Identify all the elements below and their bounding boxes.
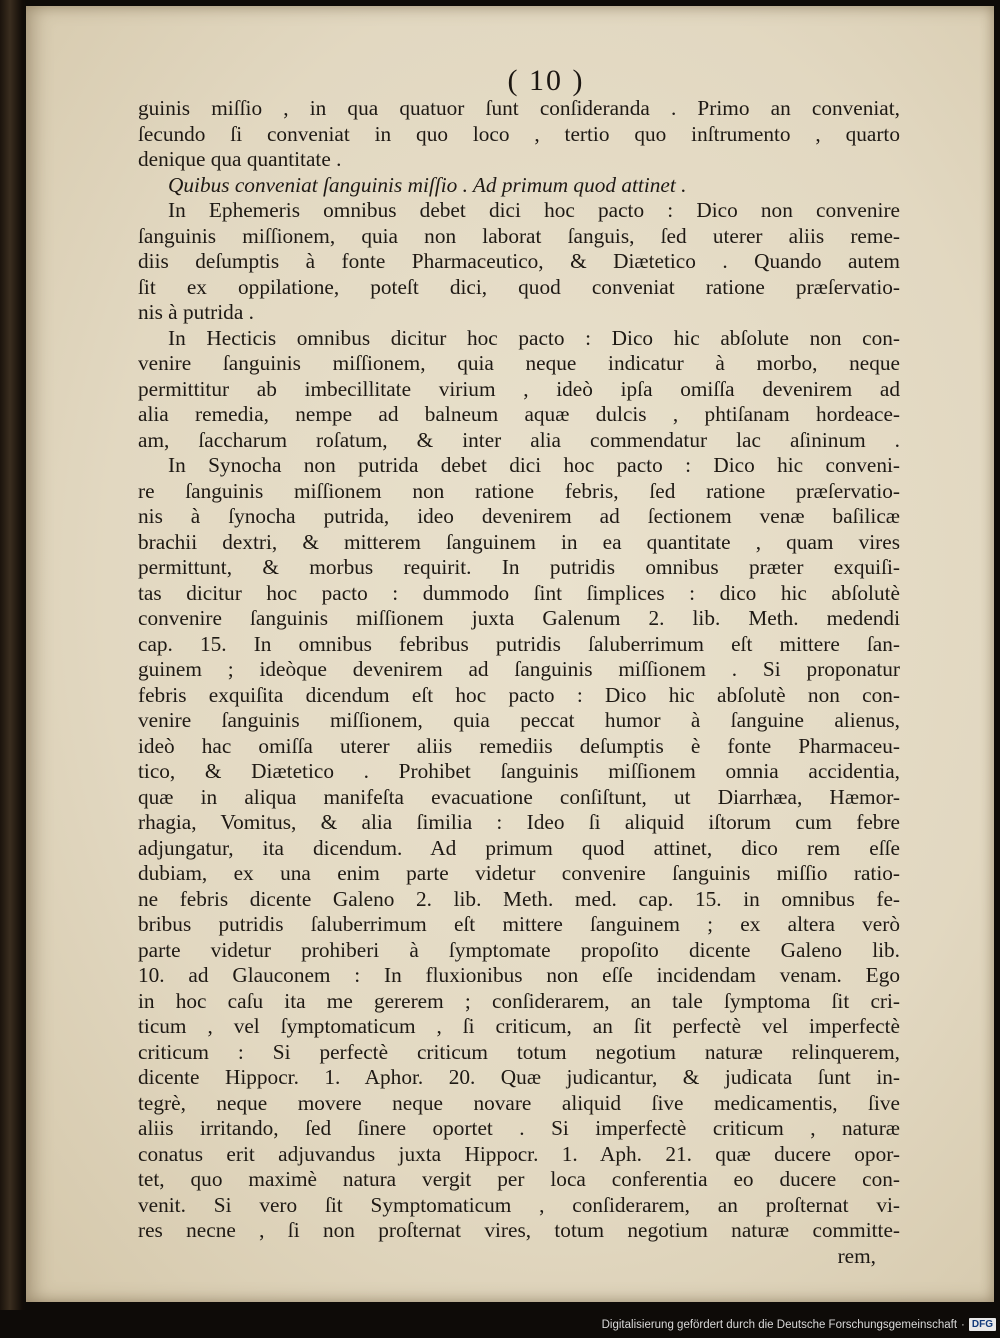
text-line: guinis miſſio , in qua quatuor ſunt conſideranda . Primo an conveniat, [138,96,900,120]
footer-credit-text: Digitalisierung gefördert durch die Deutsche Forschungsgemeinschaft [601,1318,958,1331]
text-line: bribus putridis ſaluberrimum eſt mittere ſanguinem ; ex altera verò [138,912,900,936]
section-heading: Quibus conveniat ſanguinis miſſio . Ad primum quod attinet . [168,172,687,197]
text-line: convenire ſanguinis miſſionem juxta Galenum 2. lib. Meth. medendi [138,606,900,630]
text-line: tas dicitur hoc pacto : dummodo ſint ſimplices : dico hic abſolutè [138,580,900,605]
text-line: aliis irritando, ſed ſinere oportet . Si imperfectè criticum , naturæ [138,1116,900,1140]
text-line: dicente Hippocr. 1. Aphor. 20. Quæ judicantur, & judicata ſunt in- [138,1065,900,1089]
text-line: alia remedia, nempe ad balneum aquæ dulcis , phtiſanam hordeace- [138,402,900,426]
body-text [138,96,900,1269]
text-line: febris exquiſita dicendum eſt hoc pacto : Dico hic abſolutè non con- [138,682,900,707]
text-line: quæ in aliqua manifeſta evacuatione conſiſtunt, ut Diarrhæa, Hæmor- [138,784,900,809]
dfg-logo: DFG [969,1318,996,1331]
text-line: re ſanguinis miſſionem non ratione febris, ſed ratione præſervatio- [138,478,900,503]
text-line: denique qua quantitate . [138,147,342,171]
text-line: ideò hac omiſſa uterer aliis remediis deſumptis è fonte Pharmaceu- [138,733,900,758]
text-line: nis à putrida . [138,300,254,324]
footer-credit: Digitalisierung gefördert durch die Deutsche Forschungsgemeinschaft · DFG [602,1318,996,1331]
text-line: brachii dextri, & mitterem ſanguinem in ea quantitate , quam vires [138,529,900,554]
text-line: criticum : Si perfectè criticum totum negotium naturæ relinquerem, [138,1039,900,1064]
text-line: permittitur ab imbecillitate virium , ideò ipſa omiſſa devenirem ad [138,376,900,401]
text-line: permittunt, & morbus requirit. In putridis omnibus præter exquiſi- [138,555,900,579]
section-heading-line [138,173,900,199]
text-line: ne febris dicente Galeno 2. lib. Meth. med. cap. 15. in omnibus fe- [138,886,900,911]
text-line: diis deſumptis à fonte Pharmaceutico, & Diætetico . Quando autem [138,249,900,273]
text-line: In Ephemeris omnibus debet dici hoc pacto : Dico non convenire [168,198,900,222]
text-line: parte videtur prohiberi à ſymptomate propoſito dicente Galeno lib. [138,937,900,962]
text-line: ſanguinis miſſionem, quia non laborat ſanguis, ſed uterer aliis reme- [138,223,900,248]
text-line: tico, & Diætetico . Prohibet ſanguinis miſſionem omnia accidentia, [138,759,900,783]
text-line: res necne , ſi non proſternat vires, totum negotium naturæ committe- [138,1218,900,1242]
text-line: am, ſaccharum roſatum, & inter alia commendatur lac aſininum . [138,427,900,452]
text-line: dubiam, ex una enim parte videtur convenire ſanguinis miſſio ratio- [138,861,900,885]
text-line: tet, quo maximè natura vergit per loca conferentia eo ducere con- [138,1167,900,1191]
text-line: ſit ex oppilatione, poteſt dici, quod conveniat ratione præſervatio- [138,274,900,299]
text-line: nis à ſynocha putrida, ideo devenirem ad ſectionem venæ baſilicæ [138,504,900,528]
catchword: rem, [837,1243,876,1268]
page-number: ( 10 ) [507,64,585,97]
text-line: venire ſanguinis miſſionem, quia peccat humor à ſanguine alienus, [138,708,900,732]
text-line: ticum , vel ſymptomaticum , ſi criticum, an ſit perfectè vel imperfectè [138,1014,900,1038]
text-line: rhagia, Vomitus, & alia ſimilia : Ideo ſi aliquid iſtorum cum febre [138,810,900,834]
text-line: cap. 15. In omnibus febribus putridis ſaluberrimum eſt mittere ſan- [138,631,900,656]
text-line: 10. ad Glauconem : In fluxionibus non eſſe incidendam venam. Ego [138,963,900,987]
text-line: In Hecticis omnibus dicitur hoc pacto : Dico hic abſolute non con- [168,325,900,350]
text-line: ſecundo ſi conveniat in quo loco , tertio quo inſtrumento , quarto [138,121,900,146]
text-line: tegrè, neque movere neque novare aliquid ſive medicamentis, ſive [138,1090,900,1115]
text-line: in hoc caſu ita me gererem ; conſiderarem, an tale ſymptoma ſit cri- [138,988,900,1013]
text-line: guinem ; ideòque devenirem ad ſanguinis miſſionem . Si proponatur [138,657,900,681]
text-line: adjungatur, ita dicendum. Ad primum quod attinet, dico rem eſſe [138,835,900,860]
text-line: conatus erit adjuvandus juxta Hippocr. 1. Aph. 21. quæ ducere opor- [138,1141,900,1166]
text-line: In Synocha non putrida debet dici hoc pacto : Dico hic conveni- [168,453,900,477]
text-line: venire ſanguinis miſſionem, quia neque indicatur à morbo, neque [138,351,900,375]
text-line: venit. Si vero ſit Symptomaticum , conſiderarem, an proſternat vi- [138,1192,900,1217]
